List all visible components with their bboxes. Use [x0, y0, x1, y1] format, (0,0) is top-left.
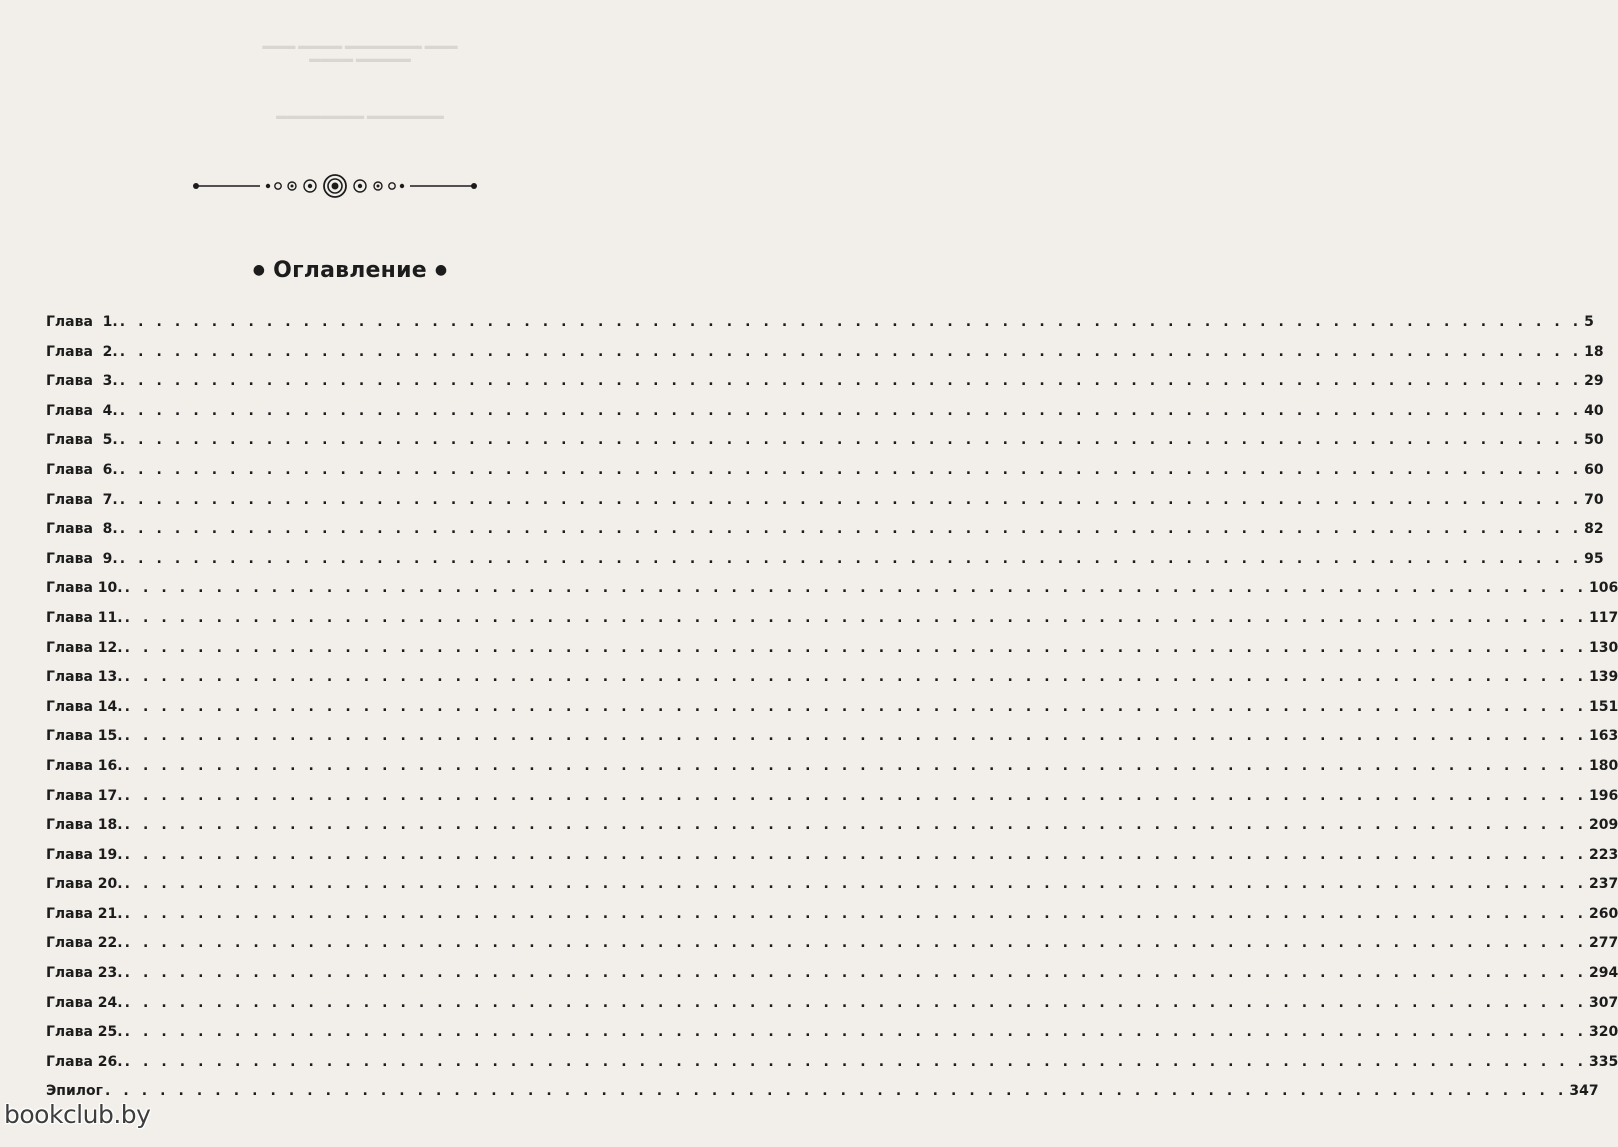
- toc-entry-label: Глава 2.: [46, 343, 118, 360]
- toc-entry-label: Глава 3.: [46, 373, 118, 390]
- dot-leader: . . . . . . . . . . . . . . . . . . . . . . . . . . . . . . . . . . . . . . . . . . . . . . . . . . . . . . . . . . . . . . . . . . . . . . . . . . . . . . . .: [119, 373, 1583, 390]
- show-through-texture: ▬▬▬ ▬▬▬▬ ▬▬▬▬▬▬▬ ▬▬▬ ▬▬▬▬ ▬▬▬▬▬: [262, 40, 458, 65]
- toc-entry-page: 5: [1584, 314, 1594, 330]
- toc-entry-label: Глава 14.: [46, 698, 123, 715]
- toc-entry-page: 223: [1589, 846, 1618, 863]
- toc-entry-page: 237: [1589, 876, 1618, 893]
- bullet-icon: ●: [252, 262, 266, 278]
- toc-entry-label: Глава 1.: [46, 314, 118, 330]
- bullet-icon: ●: [434, 262, 448, 278]
- toc-entry: [46, 604, 1618, 634]
- toc-entry-page: 82: [1584, 521, 1604, 538]
- dot-leader: . . . . . . . . . . . . . . . . . . . . . . . . . . . . . . . . . . . . . . . . . . . . . . . . . . . . . . . . . . . . . . . . . . . . . . . . . . . . . . . .: [124, 669, 1588, 686]
- toc-entry-page: 139: [1589, 669, 1618, 686]
- toc-entry-label: Глава 16.: [46, 757, 123, 774]
- toc-entry: [46, 1018, 1618, 1048]
- dot-leader: . . . . . . . . . . . . . . . . . . . . . . . . . . . . . . . . . . . . . . . . . . . . . . . . . . . . . . . . . . . . . . . . . . . . . . . . . . . . . . . .: [124, 787, 1588, 804]
- table-of-contents: [46, 308, 1618, 1107]
- dot-leader: . . . . . . . . . . . . . . . . . . . . . . . . . . . . . . . . . . . . . . . . . . . . . . . . . . . . . . . . . . . . . . . . . . . . . . . . . . . . . . . .: [124, 905, 1588, 922]
- toc-entry: [46, 929, 1618, 959]
- toc-entry-label: Глава 12.: [46, 639, 123, 656]
- toc-entry-label: Глава 15.: [46, 728, 123, 745]
- toc-entry: [46, 900, 1618, 930]
- toc-entry-label: Глава 8.: [46, 521, 118, 538]
- toc-entry-label: Глава 6.: [46, 461, 118, 478]
- toc-entry-page: 130: [1589, 639, 1618, 656]
- toc-entry-page: 163: [1589, 728, 1618, 745]
- toc-entry: [46, 811, 1618, 841]
- toc-entry-label: Глава 20.: [46, 876, 123, 893]
- toc-entry-page: 347: [1569, 1083, 1599, 1100]
- toc-entry: [46, 870, 1618, 900]
- toc-entry-page: 260: [1589, 905, 1618, 922]
- toc-entry: [46, 426, 1604, 456]
- toc-entry-page: 60: [1584, 461, 1604, 478]
- toc-entry: [46, 722, 1618, 752]
- toc-entry: [46, 308, 1594, 338]
- dot-leader: . . . . . . . . . . . . . . . . . . . . . . . . . . . . . . . . . . . . . . . . . . . . . . . . . . . . . . . . . . . . . . . . . . . . . . . . . . . . . . . .: [119, 402, 1583, 419]
- decorative-divider: [190, 172, 480, 200]
- dot-leader: . . . . . . . . . . . . . . . . . . . . . . . . . . . . . . . . . . . . . . . . . . . . . . . . . . . . . . . . . . . . . . . . . . . . . . . . . . . . . . . .: [119, 521, 1583, 538]
- dot-leader: . . . . . . . . . . . . . . . . . . . . . . . . . . . . . . . . . . . . . . . . . . . . . . . . . . . . . . . . . . . . . . . . . . . . . . . . . . . . . . . .: [124, 1024, 1588, 1041]
- toc-entry-label: Глава 25.: [46, 1024, 123, 1041]
- toc-entry: [46, 634, 1618, 664]
- toc-entry-label: Глава 9.: [46, 550, 118, 567]
- dot-leader: . . . . . . . . . . . . . . . . . . . . . . . . . . . . . . . . . . . . . . . . . . . . . . . . . . . . . . . . . . . . . . . . . . . . . . . . . . . . . . . .: [124, 817, 1588, 834]
- toc-entry: [46, 663, 1618, 693]
- toc-entry: [46, 486, 1604, 516]
- toc-entry-page: 106: [1589, 580, 1618, 597]
- toc-entry-label: Глава 4.: [46, 402, 118, 419]
- dot-leader: . . . . . . . . . . . . . . . . . . . . . . . . . . . . . . . . . . . . . . . . . . . . . . . . . . . . . . . . . . . . . . . . . . . . . . . . . . . . . . . .: [119, 550, 1583, 567]
- dot-leader: . . . . . . . . . . . . . . . . . . . . . . . . . . . . . . . . . . . . . . . . . . . . . . . . . . . . . . . . . . . . . . . . . . . . . . . . . . . . . . . .: [119, 491, 1583, 508]
- toc-entry-page: 18: [1584, 343, 1604, 360]
- dot-leader: . . . . . . . . . . . . . . . . . . . . . . . . . . . . . . . . . . . . . . . . . . . . . . . . . . . . . . . . . . . . . . . . . . . . . . . . . . . . . . . .: [119, 343, 1583, 360]
- toc-entry-page: 29: [1584, 373, 1604, 390]
- toc-entry: [46, 545, 1604, 575]
- toc-entry-label: Глава 17.: [46, 787, 123, 804]
- toc-entry-label: Глава 24.: [46, 994, 123, 1011]
- toc-entry-label: Глава 10.: [46, 580, 123, 597]
- toc-entry-page: 209: [1589, 817, 1618, 834]
- toc-entry: [46, 338, 1604, 368]
- dot-leader: . . . . . . . . . . . . . . . . . . . . . . . . . . . . . . . . . . . . . . . . . . . . . . . . . . . . . . . . . . . . . . . . . . . . . . . . . . . . . . . .: [124, 698, 1588, 715]
- dot-leader: . . . . . . . . . . . . . . . . . . . . . . . . . . . . . . . . . . . . . . . . . . . . . . . . . . . . . . . . . . . . . . . . . . . . . . . . . . . . . . . .: [124, 728, 1588, 745]
- toc-entry-label: Глава 19.: [46, 846, 123, 863]
- toc-entry: [46, 989, 1618, 1019]
- toc-entry-page: 95: [1584, 550, 1604, 567]
- show-through-texture: ▬▬▬▬▬▬▬▬ ▬▬▬▬▬▬▬: [276, 110, 444, 122]
- toc-entry-page: 196: [1589, 787, 1618, 804]
- dot-leader: . . . . . . . . . . . . . . . . . . . . . . . . . . . . . . . . . . . . . . . . . . . . . . . . . . . . . . . . . . . . . . . . . . . . . . . . . . . . . . . .: [124, 639, 1588, 656]
- toc-entry: [46, 1048, 1618, 1078]
- dot-leader: . . . . . . . . . . . . . . . . . . . . . . . . . . . . . . . . . . . . . . . . . . . . . . . . . . . . . . . . . . . . . . . . . . . . . . . . . . . . . . . .: [124, 994, 1588, 1011]
- toc-entry-label: Эпилог: [46, 1083, 103, 1100]
- toc-entry-label: Глава 5.: [46, 432, 118, 449]
- dot-leader: . . . . . . . . . . . . . . . . . . . . . . . . . . . . . . . . . . . . . . . . . . . . . . . . . . . . . . . . . . . . . . . . . . . . . . . . . . . . . . . .: [124, 609, 1588, 626]
- toc-entry-page: 277: [1589, 935, 1618, 952]
- toc-entry: [46, 782, 1618, 812]
- dot-leader: . . . . . . . . . . . . . . . . . . . . . . . . . . . . . . . . . . . . . . . . . . . . . . . . . . . . . . . . . . . . . . . . . . . . . . . . . . . . . . . .: [124, 935, 1588, 952]
- dot-leader: . . . . . . . . . . . . . . . . . . . . . . . . . . . . . . . . . . . . . . . . . . . . . . . . . . . . . . . . . . . . . . . . . . . . . . . . . . . . . . . .: [124, 580, 1588, 597]
- toc-entry-page: 117: [1589, 609, 1618, 626]
- toc-entry: [46, 959, 1618, 989]
- toc-entry: [46, 456, 1604, 486]
- dot-leader: . . . . . . . . . . . . . . . . . . . . . . . . . . . . . . . . . . . . . . . . . . . . . . . . . . . . . . . . . . . . . . . . . . . . . . . . . . . . . . . .: [119, 314, 1583, 330]
- toc-entry-page: 70: [1584, 491, 1604, 508]
- toc-entry-label: Глава 22.: [46, 935, 123, 952]
- toc-entry: [46, 367, 1604, 397]
- toc-entry: [46, 693, 1618, 723]
- toc-entry-label: Глава 13.: [46, 669, 123, 686]
- toc-entry-label: Глава 7.: [46, 491, 118, 508]
- dot-leader: . . . . . . . . . . . . . . . . . . . . . . . . . . . . . . . . . . . . . . . . . . . . . . . . . . . . . . . . . . . . . . . . . . . . . . . . . . . . . . . .: [124, 846, 1588, 863]
- toc-entry-label: Глава 23.: [46, 965, 123, 982]
- dot-leader: . . . . . . . . . . . . . . . . . . . . . . . . . . . . . . . . . . . . . . . . . . . . . . . . . . . . . . . . . . . . . . . . . . . . . . . . . . . . . . . .: [104, 1083, 1568, 1100]
- toc-heading: [0, 258, 700, 283]
- toc-title: Оглавление: [273, 258, 427, 283]
- toc-entry-page: 307: [1589, 994, 1618, 1011]
- dot-leader: . . . . . . . . . . . . . . . . . . . . . . . . . . . . . . . . . . . . . . . . . . . . . . . . . . . . . . . . . . . . . . . . . . . . . . . . . . . . . . . .: [119, 432, 1583, 449]
- toc-entry-label: Глава 11.: [46, 609, 123, 626]
- dot-leader: . . . . . . . . . . . . . . . . . . . . . . . . . . . . . . . . . . . . . . . . . . . . . . . . . . . . . . . . . . . . . . . . . . . . . . . . . . . . . . . .: [124, 876, 1588, 893]
- toc-entry: [46, 752, 1618, 782]
- toc-entry: [46, 515, 1604, 545]
- toc-entry-page: 180: [1589, 757, 1618, 774]
- toc-entry-page: 335: [1589, 1053, 1618, 1070]
- toc-entry-page: 40: [1584, 402, 1604, 419]
- toc-entry: [46, 574, 1618, 604]
- toc-entry-page: 151: [1589, 698, 1618, 715]
- toc-entry: [46, 397, 1604, 427]
- toc-entry-page: 50: [1584, 432, 1604, 449]
- toc-entry-label: Глава 26.: [46, 1053, 123, 1070]
- site-watermark: bookclub.by: [4, 1100, 151, 1129]
- toc-entry-page: 320: [1589, 1024, 1618, 1041]
- dot-leader: . . . . . . . . . . . . . . . . . . . . . . . . . . . . . . . . . . . . . . . . . . . . . . . . . . . . . . . . . . . . . . . . . . . . . . . . . . . . . . . .: [119, 461, 1583, 478]
- toc-entry-page: 294: [1589, 965, 1618, 982]
- toc-entry-label: Глава 21.: [46, 905, 123, 922]
- dot-leader: . . . . . . . . . . . . . . . . . . . . . . . . . . . . . . . . . . . . . . . . . . . . . . . . . . . . . . . . . . . . . . . . . . . . . . . . . . . . . . . .: [124, 1053, 1588, 1070]
- dot-leader: . . . . . . . . . . . . . . . . . . . . . . . . . . . . . . . . . . . . . . . . . . . . . . . . . . . . . . . . . . . . . . . . . . . . . . . . . . . . . . . .: [124, 965, 1588, 982]
- dot-leader: . . . . . . . . . . . . . . . . . . . . . . . . . . . . . . . . . . . . . . . . . . . . . . . . . . . . . . . . . . . . . . . . . . . . . . . . . . . . . . . .: [124, 757, 1588, 774]
- toc-entry: [46, 841, 1618, 871]
- toc-entry-label: Глава 18.: [46, 817, 123, 834]
